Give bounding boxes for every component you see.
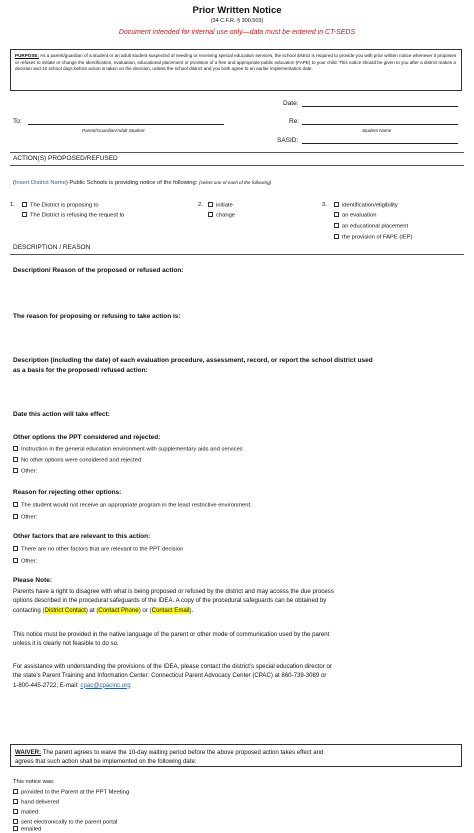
checkbox-item[interactable]: emailed — [13, 826, 41, 833]
district-name-placeholder[interactable]: Insert District Name — [14, 180, 66, 186]
checkbox-item[interactable]: Other: — [13, 514, 37, 521]
group1-number: 1. — [10, 202, 15, 208]
checkbox-item[interactable]: identification/eligibility — [334, 202, 398, 209]
document-title: Prior Written Notice — [192, 5, 282, 16]
checkbox-item[interactable]: initiate — [208, 202, 233, 209]
checkbox-item[interactable]: an educational placement — [334, 223, 408, 230]
checkbox-item[interactable]: The District is refusing the request to — [22, 212, 124, 219]
checkbox-icon[interactable] — [13, 819, 18, 824]
divider — [10, 152, 464, 153]
purpose-label: PURPOSE: — [15, 53, 39, 58]
checkbox-icon[interactable] — [334, 234, 339, 239]
checkbox-item[interactable]: the provision of FAPE (IEP) — [334, 234, 413, 241]
notice-line: (Insert District Name) Public Schools is providing notice of the following: (select one of each of the following) — [13, 180, 272, 186]
reason-rejecting-heading: Reason for rejecting other options: — [13, 489, 122, 496]
checkbox-icon[interactable] — [13, 789, 18, 794]
checkbox-item[interactable]: mailed — [13, 809, 38, 816]
description-heading: DESCRIPTION / REASON — [13, 244, 91, 251]
group2-number: 2. — [198, 202, 203, 208]
checkbox-item[interactable]: sent electronically to the parent portal — [13, 819, 117, 826]
please-note-heading: Please Note: — [13, 577, 53, 584]
checkbox-icon[interactable] — [334, 202, 339, 207]
actions-heading: ACTION(S) PROPOSED/REFUSED — [13, 155, 118, 162]
checkbox-icon[interactable] — [13, 809, 18, 814]
checkbox-item[interactable]: Other: — [13, 468, 37, 475]
checkbox-icon[interactable] — [13, 558, 18, 563]
divider — [10, 165, 464, 166]
to-caption: Parent/Guardian/Adult Student — [82, 128, 145, 133]
checkbox-item[interactable]: The student would not receive an appropriate program in the least restrictive environment. — [13, 502, 252, 509]
citation: (34 C.F.R. § 300.503) — [210, 18, 264, 24]
date-field[interactable] — [302, 106, 458, 107]
checkbox-item[interactable]: provided to the Parent at the PPT Meeting — [13, 789, 129, 796]
group3-number: 3. — [322, 202, 327, 208]
description-question: Description/ Reason of the proposed or refused action: — [13, 267, 184, 274]
district-contact-placeholder[interactable]: District Contact — [44, 606, 86, 614]
checkbox-icon[interactable] — [13, 514, 18, 519]
checkbox-item[interactable]: No other options were considered and rejected — [13, 457, 141, 464]
checkbox-item[interactable]: Other: — [13, 558, 37, 565]
evaluation-question-line2: as a basis for the proposed/ refused action: — [13, 367, 148, 374]
contact-phone-placeholder[interactable]: Contact Phone — [98, 606, 139, 614]
purpose-box — [10, 49, 462, 91]
checkbox-icon[interactable] — [208, 202, 213, 207]
internal-use-notice: Document intended for internal use only—data must be entered in CT-SEDS — [118, 29, 356, 36]
re-caption: Student Name — [362, 128, 392, 133]
effective-date-question: Date this action will take effect: — [13, 411, 110, 418]
checkbox-icon[interactable] — [13, 546, 18, 551]
waiver-label: WAIVER: — [15, 749, 42, 756]
checkbox-icon[interactable] — [208, 212, 213, 217]
re-label: Re: — [289, 118, 300, 125]
to-label: To: — [13, 118, 22, 125]
checkbox-icon[interactable] — [13, 799, 18, 804]
checkbox-item[interactable]: an evaluation — [334, 212, 377, 219]
divider — [10, 254, 464, 255]
checkbox-icon[interactable] — [13, 446, 18, 451]
assistance-paragraph: For assistance with understanding the provisions of the IDEA, please contact the district’s special education director or the state’s Parent Training and Information Center: Connecticut Parent Advocacy Center (CPAC) at 860-739-3089 or 1-800-445-2722; E-mail: cpac@cpacinc.org — [13, 663, 332, 689]
checkbox-icon[interactable] — [13, 826, 18, 831]
date-label: Date: — [283, 100, 299, 107]
to-field[interactable] — [28, 124, 224, 125]
checkbox-icon[interactable] — [334, 223, 339, 228]
checkbox-item[interactable]: change — [208, 212, 235, 219]
checkbox-icon[interactable] — [334, 212, 339, 217]
checkbox-icon[interactable] — [13, 468, 18, 473]
language-paragraph: This notice must be provided in the native language of the parent or other mode of communication used by the parent unless it is clearly not feasible to do so. — [13, 631, 330, 648]
rights-paragraph: Parents have a right to disagree with what is being proposed or refused by the district and may access the due process options described in the procedural safeguards of the IDEA. A copy of the procedural safeguards can be obtained by contacting (District Contact) at (Contact Phone) or (Contact Email). — [13, 588, 334, 614]
notice-hint: (select one of each of the following) — [198, 180, 272, 185]
options-heading: Other options the PPT considered and rejected: — [13, 434, 161, 441]
contact-email-placeholder[interactable]: Contact Email — [151, 606, 190, 614]
checkbox-icon[interactable] — [22, 212, 27, 217]
sasid-field[interactable] — [302, 143, 458, 144]
waiver-box: WAIVER: The parent agrees to waive the 10-day waiting period before the above proposed action takes effect and agrees that such action shall be implemented on the following date: — [10, 744, 462, 767]
notice-text: Public Schools is providing notice of the following: — [69, 180, 198, 186]
checkbox-item[interactable]: hand delivered — [13, 799, 59, 806]
cpac-email-link[interactable]: cpac@cpacinc.org — [80, 681, 131, 689]
reason-question: The reason for proposing or refusing to take action is: — [13, 313, 181, 320]
re-field[interactable] — [302, 124, 458, 125]
checkbox-item[interactable]: The District is proposing to — [22, 202, 99, 209]
checkbox-icon[interactable] — [13, 502, 18, 507]
sasid-label: SASID: — [277, 137, 299, 144]
checkbox-icon[interactable] — [13, 457, 18, 462]
evaluation-question-line1: Description (including the date) of each evaluation procedure, assessment, record, or report the school district used — [13, 357, 373, 364]
checkbox-icon[interactable] — [22, 202, 27, 207]
other-factors-heading: Other factors that are relevant to this action: — [13, 533, 151, 540]
checkbox-item[interactable]: There are no other factors that are relevant to the PPT decision — [13, 546, 183, 553]
purpose-text: As a parent/guardian of a student or an adult student suspected of needing or receiving special education services, the school district is required to provide you with prior written notice whenever it proposes or refuses to initiate or change the identification, evaluation, educational placement or provision of a free and appropriate public education (FAPE) to your child. This notice should be given to you after a district makes a decision and 10 school days before action is taken on the decision, unless the school district and you both agree to an earlier implementation date. — [15, 53, 457, 72]
checkbox-item[interactable]: Instruction in the general education environment with supplementary aids and services — [13, 446, 243, 453]
notice-was-heading: This notice was: — [13, 779, 55, 785]
